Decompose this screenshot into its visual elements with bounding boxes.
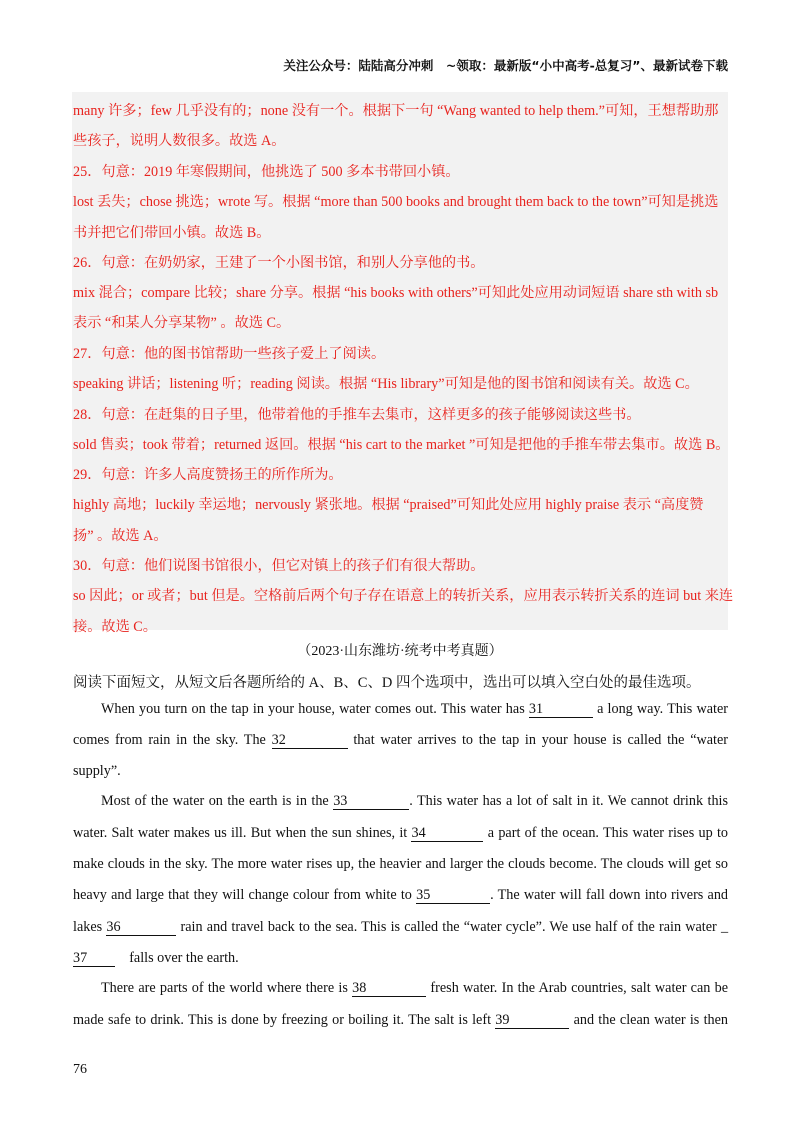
analysis-line: sold 售卖；took 带着；returned 返回。根据 “his cart to the market ”可知是把他的手推车带去集市。故选 B。: [73, 437, 730, 453]
blank-31: 31: [529, 702, 593, 718]
passage-text: fresh water. In the Arab countries, salt water can be: [430, 980, 729, 996]
passage-text: lakes: [73, 919, 103, 935]
blank-34: 34: [411, 826, 483, 842]
page-number: 76: [73, 1062, 87, 1077]
passage-line: supply”.: [73, 763, 121, 779]
analysis-line: so 因此；or 或者；but 但是。空格前后两个句子存在语意上的转折关系，应用表示转折关系的连词 but 来连: [73, 588, 734, 604]
analysis-line: highly 高地；luckily 幸运地；nervously 紧张地。根据 “praised”可知此处应用 highly praise 表示 “高度赞: [73, 497, 704, 513]
passage-line: [73, 919, 728, 936]
passage-text: heavy and large that they will change colour from white to: [73, 887, 412, 903]
analysis-line: 扬” 。故选 A。: [73, 528, 168, 544]
passage-text: When you turn on the tap in your house, water comes out. This water has: [101, 701, 525, 717]
blank-32: 32: [272, 733, 348, 749]
analysis-line: 些孩子，说明人数很多。故选 A。: [73, 133, 286, 149]
blank-39: 39: [495, 1013, 569, 1029]
analysis-line: 25．句意：2019 年寒假期间，他挑选了 500 多本书带回小镇。: [73, 164, 460, 180]
passage-line: [73, 1012, 728, 1029]
analysis-line: 书并把它们带回小镇。故选 B。: [73, 225, 271, 241]
blank-38: 38: [352, 981, 426, 997]
passage-line: [101, 980, 728, 997]
passage-text: There are parts of the world where there is: [101, 980, 348, 996]
blank-36: 36: [106, 920, 176, 936]
passage-text: rain and travel back to the sea. This is called the “water cycle”. We use half of the rain water: [180, 919, 717, 935]
passage-line: [101, 701, 728, 718]
passage-line: [73, 887, 728, 904]
passage-text: that water arrives to the tap in your house is called the “water: [353, 732, 728, 748]
passage-text: comes from rain in the sky. The: [73, 732, 266, 748]
analysis-line: mix 混合；compare 比较；share 分享。根据 “his books with others”可知此处应用动词短语 share sth with sb: [73, 285, 719, 301]
analysis-line: 接。故选 C。: [73, 619, 157, 635]
passage-line: make clouds in the sky. The more water rises up, the heavier and larger the clouds become. The clouds will get so: [73, 856, 728, 872]
analysis-line: many 许多；few 几乎没有的；none 没有一个。根据下一句 “Wang wanted to help them.”可知，王想帮助那: [73, 103, 719, 119]
analysis-line: lost 丢失；chose 挑选；wrote 写。根据 “more than 500 books and brought them back to the town”可知是挑选: [73, 194, 719, 210]
passage-text: Most of the water on the earth is in the: [101, 793, 329, 809]
passage-text: and the clean water is then: [573, 1012, 729, 1028]
analysis-line: 26．句意：在奶奶家，王建了一个小图书馆，和别人分享他的书。: [73, 255, 485, 271]
passage-line: [73, 950, 728, 967]
passage-text: _: [720, 919, 729, 935]
passage-line: [73, 732, 728, 749]
passage-text: made safe to drink. This is done by freezing or boiling it. The salt is left: [73, 1012, 492, 1028]
question-source: （2023·山东潍坊·统考中考真题）: [297, 644, 503, 659]
analysis-line: 28．句意：在赶集的日子里，他带着他的手推车去集市，这样更多的孩子能够阅读这些书。: [73, 407, 641, 423]
passage-text: . The water will fall down into rivers and: [490, 887, 729, 903]
passage-text: falls over the earth.: [129, 950, 239, 966]
analysis-line: 29．句意：许多人高度赞扬王的所作所为。: [73, 467, 343, 483]
passage-text: a part of the ocean. This water rises up to: [487, 825, 729, 841]
passage-text: a long way. This water: [597, 701, 728, 717]
blank-33: 33: [333, 794, 409, 810]
passage-line: [101, 793, 728, 810]
instruction-text: 阅读下面短文，从短文后各题所给的 A、B、C、D 四个选项中，选出可以填入空白处的最佳选项。: [73, 675, 701, 691]
blank-35: 35: [416, 888, 490, 904]
analysis-line: 表示 “和某人分享某物” 。故选 C。: [73, 315, 291, 331]
page-header: 关注公众号：陆陆高分冲刺 ~领取：最新版“小中高考-总复习”、最新试卷下载: [283, 58, 728, 73]
passage-line: [73, 825, 728, 842]
analysis-line: 27．句意：他的图书馆帮助一些孩子爱上了阅读。: [73, 346, 386, 362]
analysis-line: 30．句意：他们说图书馆很小，但它对镇上的孩子们有很大帮助。: [73, 558, 485, 574]
analysis-line: speaking 讲话；listening 听；reading 阅读。根据 “His library”可知是他的图书馆和阅读有关。故选 C。: [73, 376, 699, 392]
blank-37: 37: [73, 951, 115, 967]
passage-text: . This water has a lot of salt in it. We cannot drink this: [409, 793, 729, 809]
passage-text: water. Salt water makes us ill. But when the sun shines, it: [73, 825, 408, 841]
